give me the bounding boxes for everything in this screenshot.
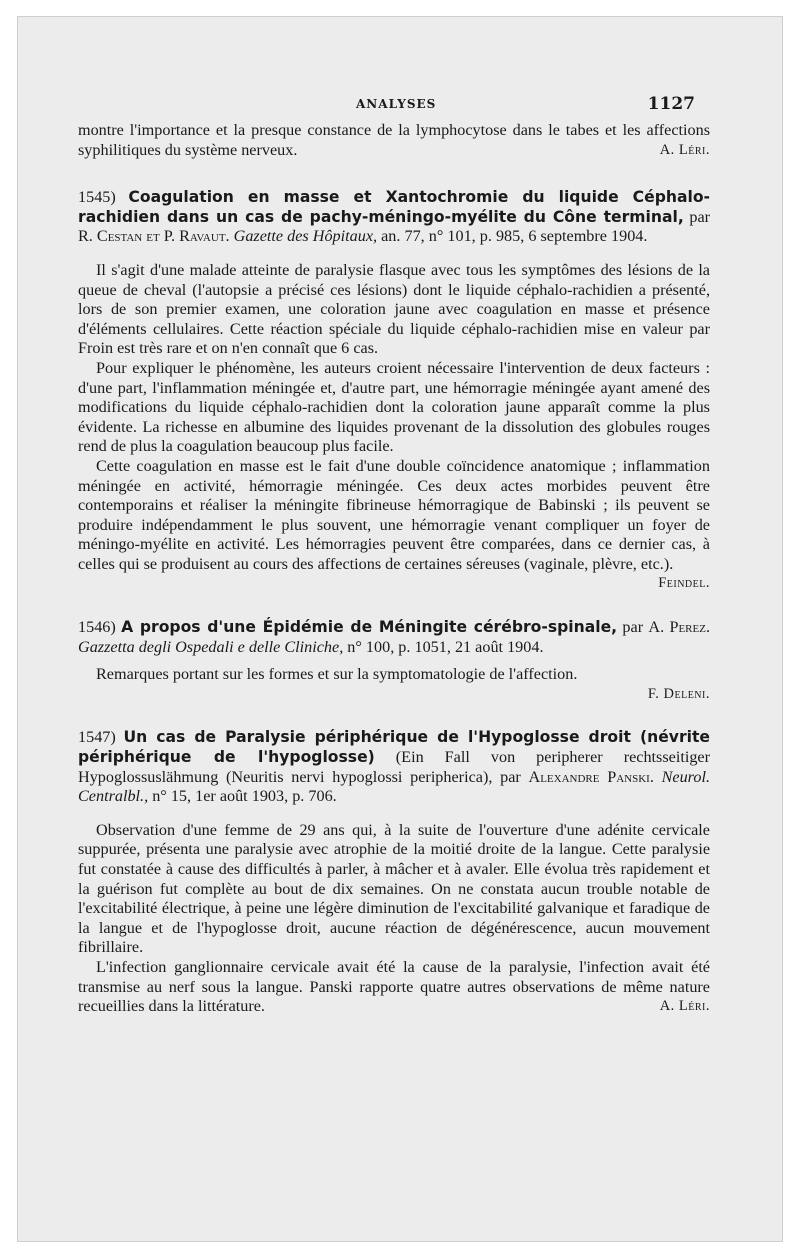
abstract-1545: [78, 188, 710, 594]
german-title: (Ein Fall von peripherer rechtsseitiger Hypoglossuslähmung (Neuritis nervi hypoglossi peripherica), par: [78, 748, 710, 786]
authors-prefix: par: [689, 207, 711, 226]
abstract-number: 1546): [78, 618, 116, 637]
abstract-number: 1547): [78, 728, 116, 747]
abstract-signature: Feindel.: [658, 575, 710, 592]
abstract-title: Un cas de Paralysie périphérique de l'Hypoglosse droit (névrite périphérique de l'hypoglosse): [78, 728, 711, 767]
page-number: 1127: [647, 94, 695, 114]
abstract-1547: [78, 728, 710, 1016]
journal-name: Gazzetta degli Ospedali e delle Cliniche,: [78, 637, 344, 656]
abstract-authors: R. Cestan et P. Ravaut.: [78, 227, 230, 246]
authors-prefix: par: [622, 618, 644, 637]
abstract-signature: A. Léri.: [659, 998, 710, 1015]
abstract-signature: F. Deleni.: [647, 685, 710, 702]
citation: n° 100, p. 1051, 21 août 1904.: [347, 637, 544, 656]
abstract-number: 1545): [78, 188, 116, 207]
previous-entry-text: montre l'importance et la presque constance de la lymphocytose dans le tabes et les affections syphilitiques du système nerveux.: [78, 121, 710, 159]
journal-name: Gazette des Hôpitaux,: [233, 227, 378, 246]
abstract-1546: [78, 618, 710, 704]
abstract-authors: Alexandre Panski.: [528, 767, 654, 786]
page-body: [78, 121, 710, 1017]
abstract-title: Coagulation en masse et Xantochromie du liquide Céphalo-rachidien dans un cas de pachy-méningo-myélite du Cône terminal,: [78, 188, 711, 226]
abstract-1546-heading: [78, 618, 710, 657]
citation: n° 15, 1er août 1903, p. 706.: [152, 787, 337, 806]
previous-entry-signature: A. Léri.: [659, 141, 710, 158]
citation: an. 77, n° 101, p. 985, 6 septembre 1904.: [381, 227, 648, 246]
journal-page: [17, 16, 783, 1242]
page-header: [18, 94, 784, 119]
paragraph: Remarques portant sur les formes et sur la symptomatologie de l'affection.: [96, 665, 578, 684]
paragraph: Pour expliquer le phénomène, les auteurs croient nécessaire l'intervention de deux facteurs : d'une part, l'inflammation méningée et, d'autre part, une hémorragie méningée ayant amené des modifications du liquide céphalo-rachidien dont la coloration jaune apparaît comme la plus évidente. La richesse en albumine des liquides provenant de la dissolution des globules rouges rend de plus la coagulation beaucoup plus facile.: [78, 358, 710, 456]
abstract-authors: A. Perez.: [648, 618, 710, 637]
paragraph-with-signature: [78, 958, 710, 1017]
abstract-1547-heading: [78, 728, 710, 806]
paragraph: Observation d'une femme de 29 ans qui, à la suite de l'ouverture d'une adénite cervicale suppurée, présenta une paralysie avec atrophie de la moitié droite de la langue. Cette paralysie fut constatée à cause des difficultés à parler, à mâcher et à avaler. Elle évolua très rapidement et la guérison fut complète au bout de dix semaines. On ne constata aucun trouble notable de l'excitabilité électrique, à peine une légère diminution de l'excitabilité galvanique et faradique de la langue et de l'hypoglosse droit, aucune réaction de dégénérescence, aucun mouvement fibrillaire.: [78, 820, 710, 957]
journal-name: Neurol. Centralbl.,: [78, 767, 711, 806]
paragraph: L'infection ganglionnaire cervicale avait été la cause de la paralysie, l'infection avait été transmise au nerf sous la langue. Panski rapporte quatre autres observations de même nature recueillies dans la littérature.: [78, 957, 710, 1016]
previous-entry-ending: [78, 121, 710, 160]
abstract-title: A propos d'une Épidémie de Méningite cérébro-spinale,: [121, 618, 618, 637]
running-head: ANALYSES: [356, 97, 437, 111]
abstract-1545-heading: [78, 188, 710, 247]
paragraph: Il s'agit d'une malade atteinte de paralysie flasque avec tous les symptômes des lésions de la queue de cheval (l'autopsie a précisé ces lésions) dont le liquide céphalo-rachidien a présenté, lors de son premier examen, une coloration jaune avec coagulation en masse et présence d'éléments cellulaires. Cette réaction spéciale du liquide céphalo-rachidien mise en valeur par Froin est très rare et on n'en connaît que 6 cas.: [78, 260, 710, 358]
paragraph: Cette coagulation en masse est le fait d'une double coïncidence anatomique ; inflammation méningée en activité, hémorragie méningée. Ces deux actes morbides peuvent être contemporains et réaliser la méningite fibrineuse hémorragique de Babinski ; ils peuvent se produire indépendamment le plus souvent, une hémorragie venant compliquer un foyer de méningo-myélite en activité. Les hémorragies peuvent être comparées, dans ce dernier cas, à celles qui se produisent au cours des affections de certaines séreuses (vaginale, plèvre, etc.).: [78, 456, 710, 573]
